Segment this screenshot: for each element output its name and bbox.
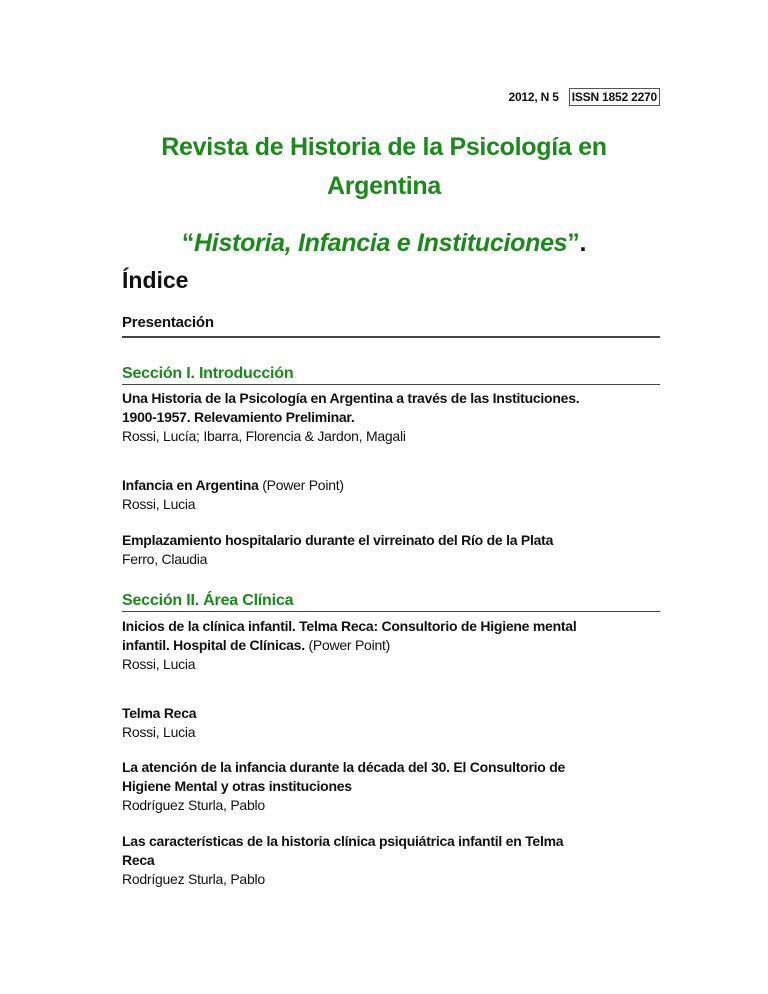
- entry-title: Telma Reca: [122, 705, 197, 721]
- entry-title: Las características de la historia clínica psiquiátrica infantil en Telma: [122, 833, 564, 849]
- issue-number: 2012, N 5: [508, 90, 559, 104]
- entry-title: Inicios de la clínica infantil. Telma Reca: Consultorio de Higiene mental: [122, 618, 577, 634]
- section-2-heading: Sección II. Área Clínica: [122, 592, 660, 612]
- issue-subtitle: [0, 229, 768, 258]
- toc-entry[interactable]: [122, 617, 682, 674]
- index-heading: Índice: [122, 267, 189, 293]
- journal-title-line2: Argentina: [327, 172, 441, 200]
- toc-entry[interactable]: [122, 389, 682, 446]
- toc-entry[interactable]: [122, 531, 682, 569]
- section-1-heading: Sección I. Introducción: [122, 365, 660, 385]
- entry-note: (Power Point): [304, 637, 391, 653]
- journal-title: [0, 128, 768, 206]
- entry-title: La atención de la infancia durante la década del 30. El Consultorio de: [122, 759, 566, 775]
- entry-author: Rossi, Lucia: [122, 724, 196, 740]
- entry-title: 1900-1957. Relevamiento Preliminar.: [122, 409, 355, 425]
- entry-title: Una Historia de la Psicología en Argentina a través de las Instituciones.: [122, 390, 580, 406]
- entry-title: infantil. Hospital de Clínicas.: [122, 637, 305, 653]
- close-quote: ”: [567, 229, 580, 257]
- journal-title-line1: Revista de Historia de la Psicología en: [161, 133, 607, 161]
- entry-title: Higiene Mental y otras instituciones: [122, 778, 352, 794]
- entry-title: Emplazamiento hospitalario durante el virreinato del Río de la Plata: [122, 532, 554, 548]
- entry-title: Reca: [122, 852, 155, 868]
- entry-title: Infancia en Argentina: [122, 477, 259, 493]
- presentacion-heading[interactable]: Presentación: [122, 314, 660, 338]
- entry-author: Rossi, Lucia: [122, 656, 196, 672]
- entry-author: Rossi, Lucía; Ibarra, Florencia & Jardon, Magali: [122, 428, 406, 444]
- issue-header: [508, 88, 660, 106]
- entry-author: Ferro, Claudia: [122, 551, 208, 567]
- open-quote: “: [181, 229, 195, 257]
- toc-entry[interactable]: [122, 758, 682, 815]
- subtitle-text: Historia, Infancia e Instituciones: [194, 229, 568, 257]
- toc-entry[interactable]: [122, 832, 682, 889]
- entry-author: Rodríguez Sturla, Pablo: [122, 871, 265, 887]
- entry-author: Rodríguez Sturla, Pablo: [122, 797, 265, 813]
- subtitle-period: .: [579, 229, 587, 257]
- entry-author: Rossi, Lucia: [122, 496, 196, 512]
- entry-note: (Power Point): [258, 477, 344, 493]
- toc-entry[interactable]: [122, 476, 682, 514]
- issn-box: ISSN 1852 2270: [569, 88, 660, 106]
- toc-entry[interactable]: [122, 704, 682, 742]
